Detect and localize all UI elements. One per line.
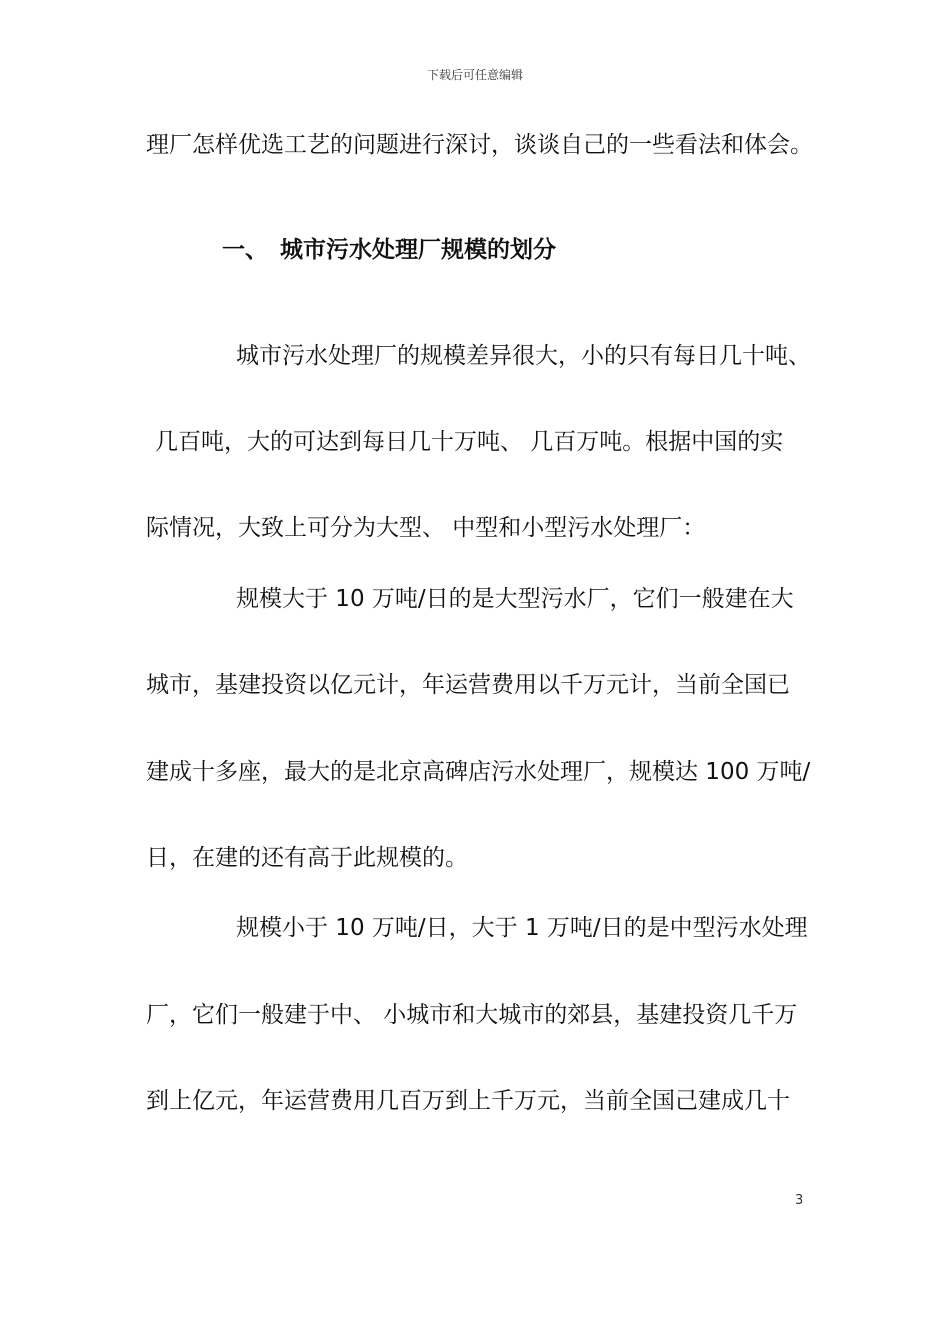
body-line-1: 理厂怎样优选工艺的问题进行深讨，谈谈自己的一些看法和体会。	[146, 132, 813, 158]
body-line-6: 城市，基建投资以亿元计，年运营费用以千万元计，当前全国已	[146, 672, 790, 698]
body-line-10: 厂，它们一般建于中、 小城市和大城市的郊县，基建投资几千万	[146, 1002, 798, 1028]
body-line-5: 规模大于 10 万吨/日的是大型污水厂，它们一般建在大	[236, 586, 794, 612]
body-line-7: 建成十多座，最大的是北京高碑店污水处理厂，规模达 100 万吨/	[146, 759, 811, 785]
section-heading	[0, 235, 950, 265]
section-heading-text: 城市污水处理厂规模的划分	[280, 237, 556, 263]
page-header: 下载后可任意编辑	[426, 68, 523, 82]
body-line-3: 几百吨，大的可达到每日几十万吨、 几百万吨。根据中国的实	[155, 429, 784, 455]
body-line-11: 到上亿元，年运营费用几百万到上千万元，当前全国己建成几十	[146, 1088, 790, 1114]
body-line-4: 际情况，大致上可分为大型、 中型和小型污水处理厂：	[146, 515, 706, 541]
body-line-9: 规模小于 10 万吨/日，大于 1 万吨/日的是中型污水处理	[236, 915, 808, 941]
section-heading-number: 一、	[222, 237, 268, 263]
body-line-2: 城市污水处理厂的规模差异很大，小的只有每日几十吨、	[236, 343, 811, 369]
page-number: 3	[795, 1193, 804, 1208]
body-line-8: 日，在建的还有高于此规模的。	[146, 845, 468, 871]
